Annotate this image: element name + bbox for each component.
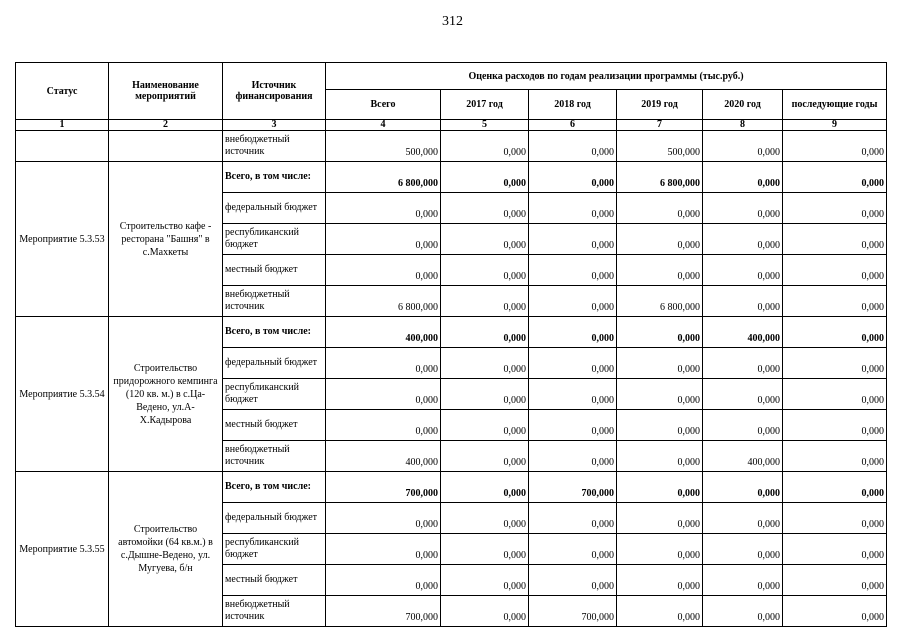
- value-cell: 0,000: [326, 503, 441, 534]
- value-cell: 0,000: [441, 410, 529, 441]
- value-cell: 0,000: [441, 193, 529, 224]
- value-cell: 0,000: [783, 286, 887, 317]
- value-cell: 0,000: [783, 565, 887, 596]
- value-cell: 0,000: [529, 193, 617, 224]
- value-cell: 0,000: [617, 441, 703, 472]
- table-row-total: [16, 472, 887, 503]
- value-cell: 0,000: [617, 503, 703, 534]
- value-cell: 0,000: [703, 162, 783, 193]
- value-cell: 0,000: [783, 472, 887, 503]
- value-cell: 0,000: [441, 286, 529, 317]
- header-later: последующие годы: [783, 90, 887, 120]
- value-cell: 0,000: [529, 410, 617, 441]
- value-cell: 0,000: [703, 131, 783, 162]
- value-cell: 0,000: [617, 193, 703, 224]
- value-cell: 0,000: [783, 596, 887, 627]
- value-cell: 0,000: [617, 410, 703, 441]
- header-2020: 2020 год: [703, 90, 783, 120]
- value-cell: 0,000: [617, 596, 703, 627]
- header-status: Статус: [16, 63, 109, 120]
- name-cell: Строительство придорожного кемпинга (120 кв. м.) в с.Ца-Ведено, ул.А-Х.Кадырова: [109, 317, 223, 472]
- header-2018: 2018 год: [529, 90, 617, 120]
- value-cell: 0,000: [703, 410, 783, 441]
- page-number: 312: [442, 14, 463, 29]
- table-row-total: [16, 162, 887, 193]
- value-cell: 0,000: [703, 193, 783, 224]
- value-cell: 0,000: [441, 534, 529, 565]
- value-cell: 6 800,000: [326, 162, 441, 193]
- value-cell: 0,000: [441, 379, 529, 410]
- value-cell: 0,000: [703, 596, 783, 627]
- value-cell: 700,000: [326, 596, 441, 627]
- value-cell: 0,000: [783, 503, 887, 534]
- value-cell: 400,000: [326, 317, 441, 348]
- table-row: [16, 131, 887, 162]
- source-cell: федеральный бюджет: [223, 193, 326, 224]
- value-cell: 0,000: [529, 162, 617, 193]
- source-cell: местный бюджет: [223, 565, 326, 596]
- value-cell: 0,000: [529, 565, 617, 596]
- value-cell: 0,000: [703, 224, 783, 255]
- header-2017: 2017 год: [441, 90, 529, 120]
- value-cell: 500,000: [326, 131, 441, 162]
- value-cell: 0,000: [783, 162, 887, 193]
- value-cell: 0,000: [529, 348, 617, 379]
- value-cell: 0,000: [441, 348, 529, 379]
- source-cell: местный бюджет: [223, 255, 326, 286]
- source-cell: республиканский бюджет: [223, 534, 326, 565]
- value-cell: 0,000: [783, 534, 887, 565]
- value-cell: 6 800,000: [617, 162, 703, 193]
- value-cell: 0,000: [441, 596, 529, 627]
- value-cell: 0,000: [529, 441, 617, 472]
- value-cell: 0,000: [529, 503, 617, 534]
- value-cell: 6 800,000: [326, 286, 441, 317]
- col-number: 8: [703, 120, 783, 131]
- value-cell: 0,000: [441, 503, 529, 534]
- col-number: 1: [16, 120, 109, 131]
- header-estimate: Оценка расходов по годам реализации программы (тыс.руб.): [326, 63, 887, 90]
- value-cell: 0,000: [441, 441, 529, 472]
- value-cell: 0,000: [783, 348, 887, 379]
- source-cell: Всего, в том числе:: [223, 162, 326, 193]
- col-number: 4: [326, 120, 441, 131]
- header-source: Источник финансирования: [223, 63, 326, 120]
- value-cell: 0,000: [326, 410, 441, 441]
- header-2019: 2019 год: [617, 90, 703, 120]
- value-cell: 400,000: [703, 441, 783, 472]
- value-cell: 0,000: [703, 503, 783, 534]
- value-cell: 0,000: [441, 162, 529, 193]
- value-cell: 700,000: [529, 472, 617, 503]
- name-cell: Строительство кафе - ресторана "Башня" в с.Махкеты: [109, 162, 223, 317]
- value-cell: 700,000: [326, 472, 441, 503]
- value-cell: 0,000: [703, 565, 783, 596]
- status-cell: Мероприятие 5.3.55: [16, 472, 109, 627]
- name-cell: [109, 131, 223, 162]
- value-cell: 0,000: [703, 379, 783, 410]
- value-cell: 0,000: [326, 379, 441, 410]
- value-cell: 0,000: [783, 224, 887, 255]
- header-name: Наименование мероприятий: [109, 63, 223, 120]
- col-number: 6: [529, 120, 617, 131]
- source-cell: Всего, в том числе:: [223, 472, 326, 503]
- status-cell: Мероприятие 5.3.53: [16, 162, 109, 317]
- value-cell: 0,000: [441, 224, 529, 255]
- value-cell: 0,000: [617, 348, 703, 379]
- value-cell: 0,000: [326, 193, 441, 224]
- value-cell: 0,000: [783, 255, 887, 286]
- value-cell: 6 800,000: [617, 286, 703, 317]
- value-cell: 0,000: [441, 255, 529, 286]
- col-number: 2: [109, 120, 223, 131]
- value-cell: 0,000: [783, 317, 887, 348]
- source-cell: республиканский бюджет: [223, 224, 326, 255]
- source-cell: федеральный бюджет: [223, 348, 326, 379]
- value-cell: 0,000: [326, 534, 441, 565]
- source-cell: внебюджетный источник: [223, 441, 326, 472]
- value-cell: 0,000: [617, 565, 703, 596]
- value-cell: 0,000: [326, 224, 441, 255]
- value-cell: 0,000: [529, 131, 617, 162]
- source-cell: внебюджетный источник: [223, 131, 326, 162]
- value-cell: 0,000: [703, 255, 783, 286]
- value-cell: 0,000: [783, 131, 887, 162]
- value-cell: 0,000: [783, 410, 887, 441]
- status-cell: Мероприятие 5.3.54: [16, 317, 109, 472]
- value-cell: 0,000: [441, 565, 529, 596]
- value-cell: 0,000: [783, 441, 887, 472]
- value-cell: 0,000: [529, 255, 617, 286]
- col-number: 5: [441, 120, 529, 131]
- table-body: [16, 131, 887, 627]
- value-cell: 0,000: [617, 379, 703, 410]
- value-cell: 400,000: [326, 441, 441, 472]
- source-cell: внебюджетный источник: [223, 286, 326, 317]
- source-cell: внебюджетный источник: [223, 596, 326, 627]
- col-number: 9: [783, 120, 887, 131]
- value-cell: 0,000: [529, 317, 617, 348]
- source-cell: Всего, в том числе:: [223, 317, 326, 348]
- value-cell: 0,000: [326, 348, 441, 379]
- value-cell: 0,000: [441, 131, 529, 162]
- source-cell: республиканский бюджет: [223, 379, 326, 410]
- value-cell: 0,000: [529, 534, 617, 565]
- status-cell: [16, 131, 109, 162]
- value-cell: 0,000: [703, 348, 783, 379]
- value-cell: 0,000: [617, 472, 703, 503]
- value-cell: 0,000: [703, 534, 783, 565]
- value-cell: 500,000: [617, 131, 703, 162]
- value-cell: 0,000: [326, 565, 441, 596]
- value-cell: 0,000: [783, 379, 887, 410]
- value-cell: 0,000: [617, 317, 703, 348]
- expense-table: [15, 62, 887, 627]
- value-cell: 0,000: [441, 472, 529, 503]
- value-cell: 0,000: [326, 255, 441, 286]
- value-cell: 700,000: [529, 596, 617, 627]
- value-cell: 0,000: [529, 379, 617, 410]
- value-cell: 0,000: [617, 255, 703, 286]
- value-cell: 0,000: [617, 224, 703, 255]
- value-cell: 0,000: [703, 286, 783, 317]
- name-cell: Строительство автомойки (64 кв.м.) в с.Дышне-Ведено, ул. Мугуева, б/н: [109, 472, 223, 627]
- value-cell: 0,000: [783, 193, 887, 224]
- value-cell: 0,000: [529, 286, 617, 317]
- value-cell: 0,000: [441, 317, 529, 348]
- value-cell: 0,000: [617, 534, 703, 565]
- header-total: Всего: [326, 90, 441, 120]
- source-cell: федеральный бюджет: [223, 503, 326, 534]
- value-cell: 400,000: [703, 317, 783, 348]
- value-cell: 0,000: [703, 472, 783, 503]
- table-row-total: [16, 317, 887, 348]
- value-cell: 0,000: [529, 224, 617, 255]
- col-number: 7: [617, 120, 703, 131]
- col-number: 3: [223, 120, 326, 131]
- source-cell: местный бюджет: [223, 410, 326, 441]
